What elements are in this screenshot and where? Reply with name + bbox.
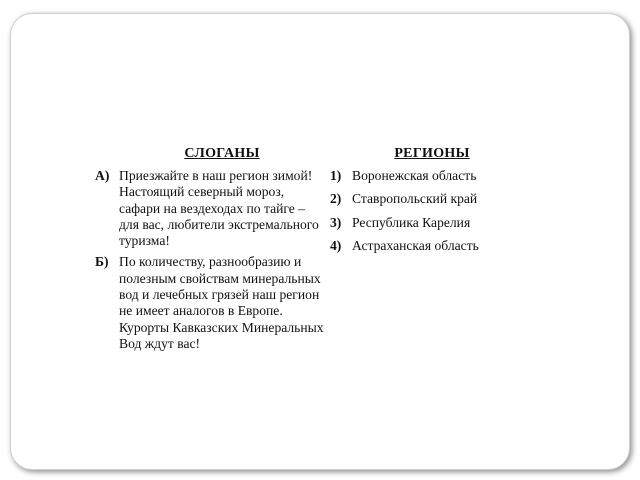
region-item — [330, 191, 530, 207]
region-item — [330, 238, 530, 254]
slogan-text: По количеству, разнообразию и полезным свойствам минеральных вод и лечебных грязей наш регион не имеет аналогов в Европе. Курорты Кавказских Минеральных Вод ждут вас! — [119, 254, 324, 351]
region-text: Республика Карелия — [352, 214, 471, 230]
slogans-heading: СЛОГАНЫ — [184, 146, 260, 161]
region-marker: 1) — [330, 168, 342, 183]
regions-heading: РЕГИОНЫ — [394, 146, 470, 161]
region-item — [330, 215, 530, 231]
region-marker: 3) — [330, 214, 342, 230]
region-marker: 4) — [330, 237, 342, 253]
region-item — [330, 168, 530, 184]
slogan-item — [95, 254, 325, 352]
slogans-column — [95, 146, 325, 357]
slogan-marker: Б) — [95, 254, 109, 270]
slogan-text: Приезжайте в наш регион зимой! Настоящий северный мороз, сафари на вездеходах по тайге – для вас, любители экстремального туризма! — [119, 168, 319, 249]
slogan-item — [95, 168, 325, 249]
slide-frame — [10, 13, 630, 470]
region-text: Ставропольский край — [352, 191, 478, 207]
region-text: Астраханская область — [352, 237, 479, 253]
regions-column — [330, 146, 530, 261]
region-marker: 2) — [330, 191, 342, 207]
region-text: Воронежская область — [352, 168, 477, 183]
slogan-marker: А) — [95, 168, 110, 183]
